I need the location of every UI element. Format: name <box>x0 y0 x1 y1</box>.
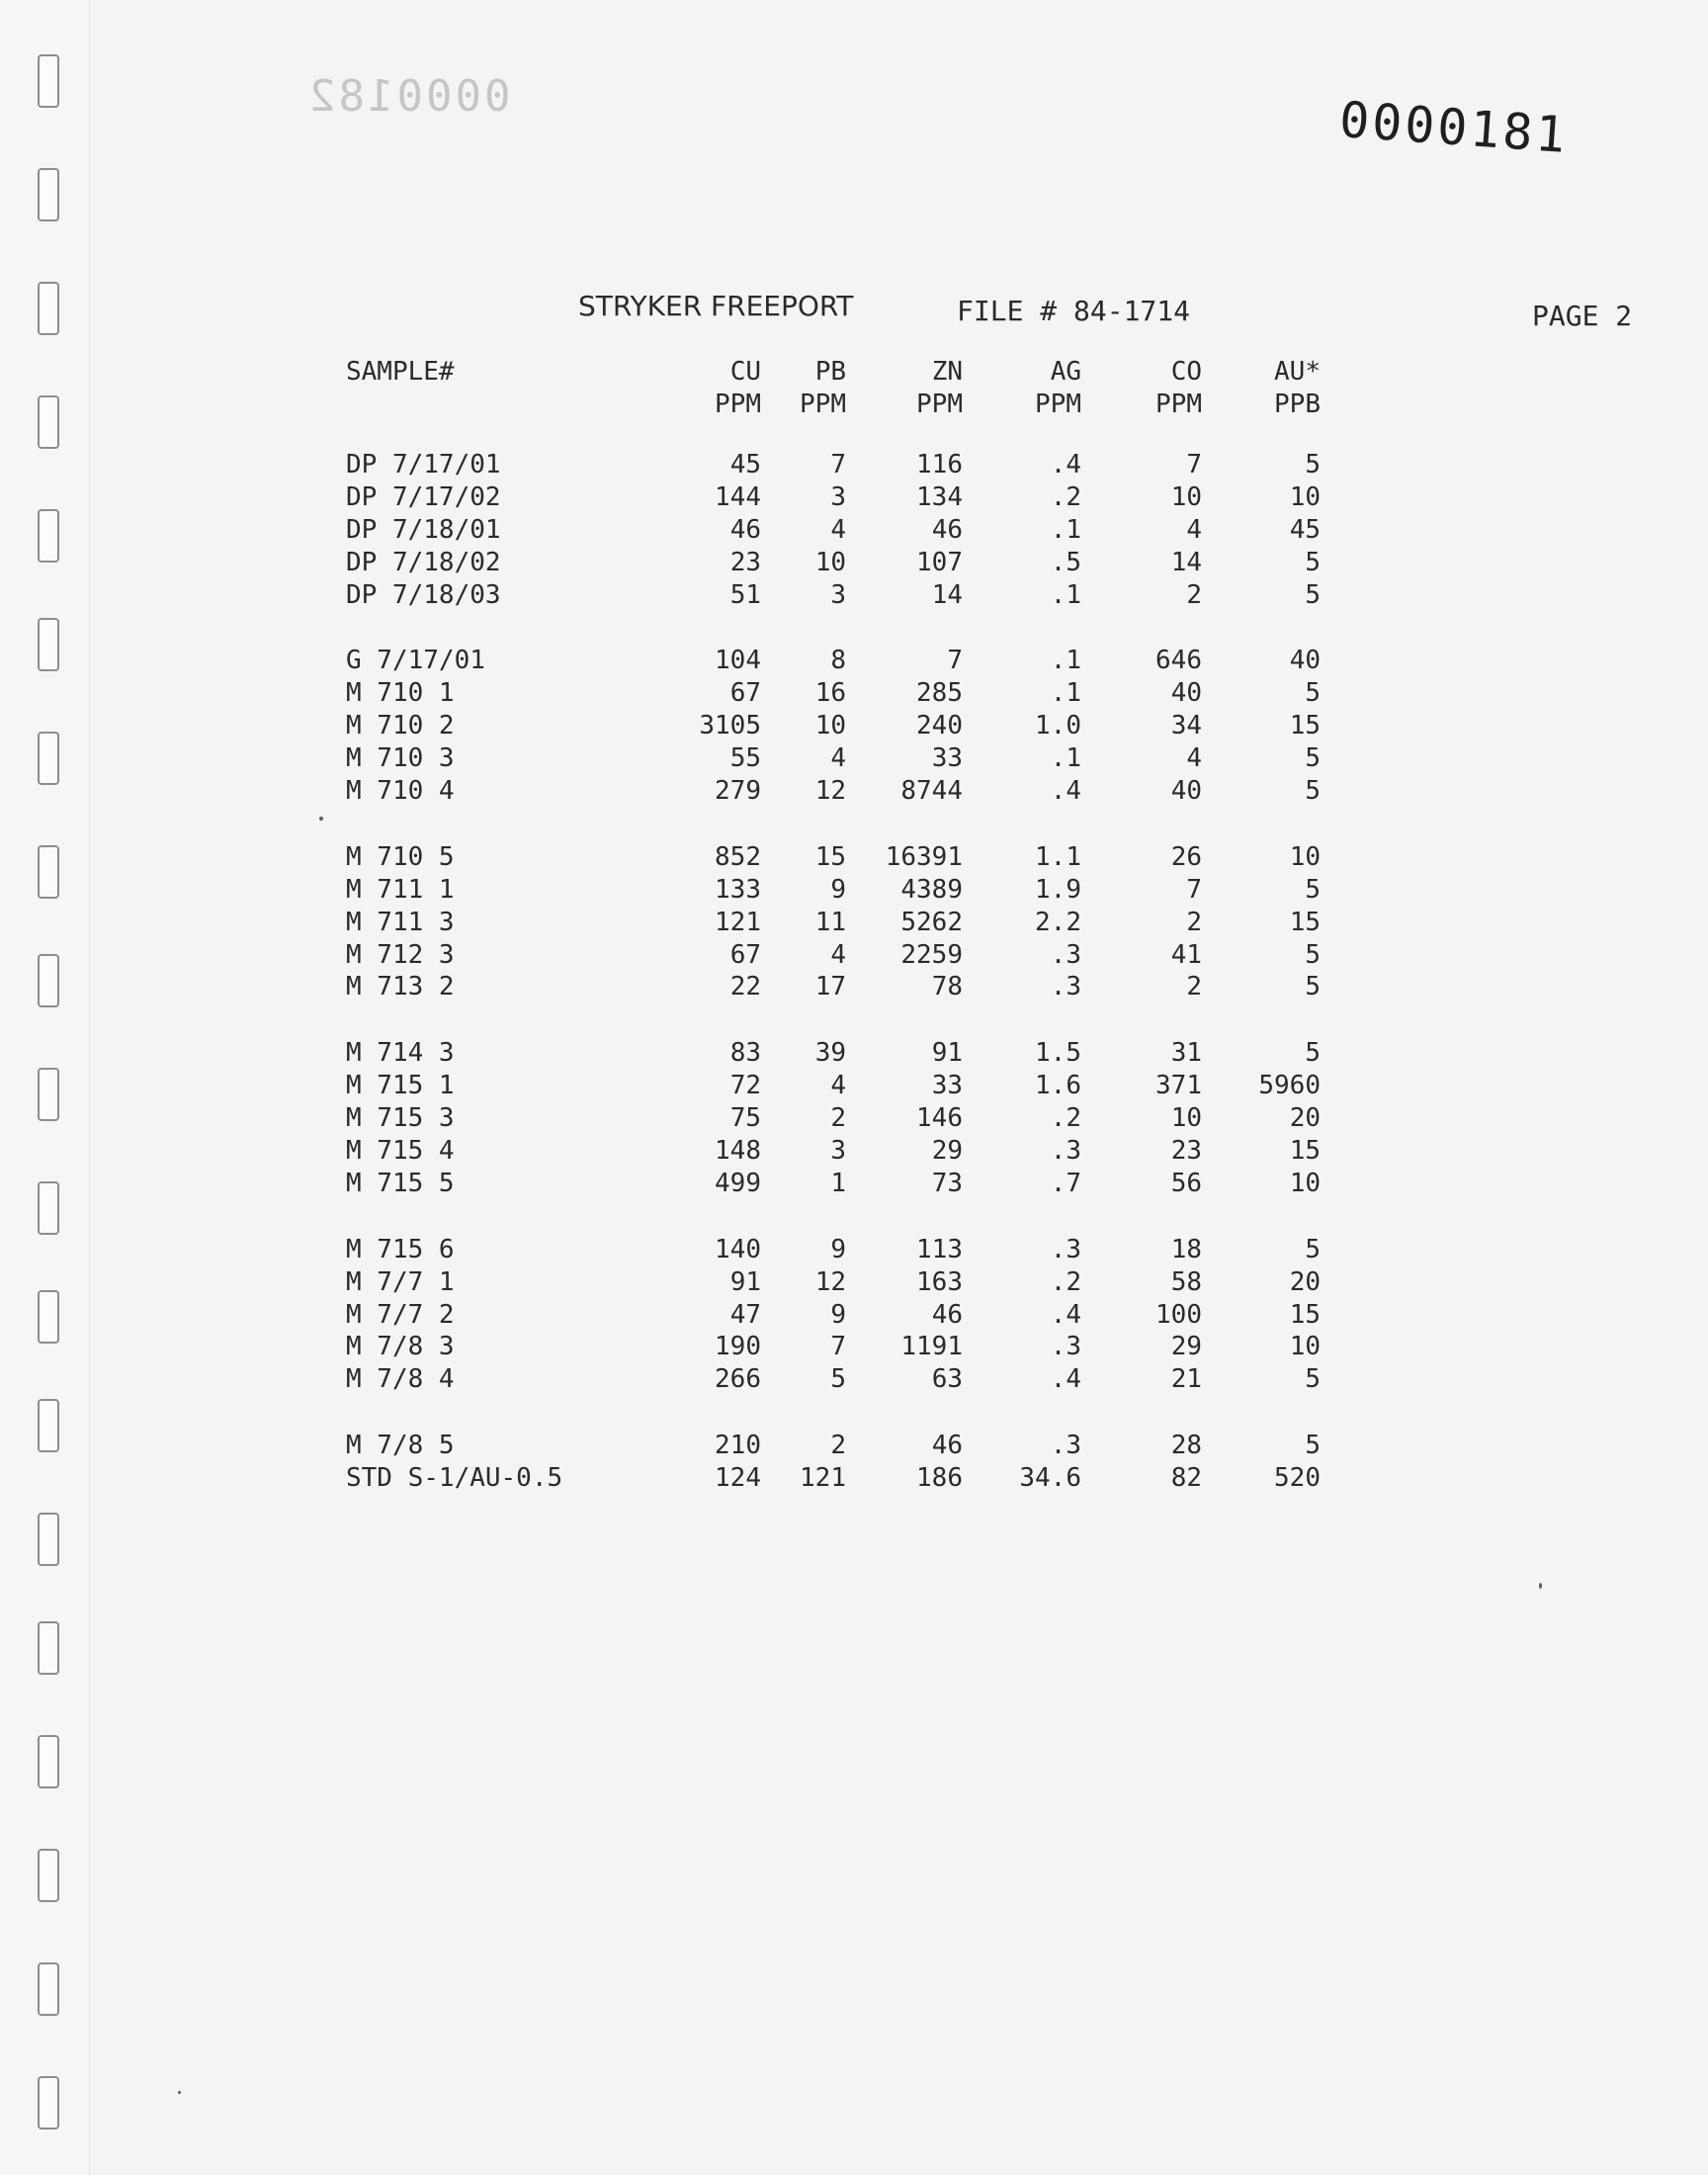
sample-id: M 710 2 <box>346 711 455 741</box>
cu-value: 23 <box>729 547 761 577</box>
unit-zn: PPM <box>916 390 963 419</box>
table-unit-row <box>346 389 1384 421</box>
co-value: 21 <box>1170 1364 1202 1395</box>
ag-value: .5 <box>1050 547 1081 577</box>
page-number: PAGE 2 <box>1532 300 1633 332</box>
sample-id: M 7/7 2 <box>346 1299 455 1330</box>
pb-value: 2 <box>830 1431 846 1461</box>
cu-value: 67 <box>729 939 761 970</box>
sample-id: M 710 3 <box>346 743 455 774</box>
ag-value: .7 <box>1050 1168 1081 1198</box>
co-value: 23 <box>1170 1136 1202 1167</box>
table-row <box>346 481 1384 514</box>
ag-value: 2.2 <box>1035 907 1081 937</box>
pb-value: 7 <box>830 1332 846 1362</box>
zn-value: 2259 <box>900 939 963 970</box>
ag-value: .1 <box>1050 743 1081 774</box>
file-number: FILE # 84-1714 <box>957 295 1191 327</box>
sample-id: M 715 3 <box>346 1103 455 1134</box>
pb-value: 3 <box>830 1136 846 1167</box>
cu-value: 266 <box>715 1364 761 1395</box>
zn-value: 5262 <box>900 907 963 937</box>
sample-id: M 711 1 <box>346 874 455 905</box>
company-title: STRYKER FREEPORT <box>578 290 854 322</box>
pb-value: 9 <box>830 874 846 905</box>
zn-value: 46 <box>931 1299 963 1330</box>
ag-value: .4 <box>1050 1364 1081 1395</box>
binder-hole <box>38 1621 59 1675</box>
zn-value: 8744 <box>900 776 963 807</box>
zn-value: 46 <box>931 514 963 545</box>
pb-value: 17 <box>814 972 846 1002</box>
zn-value: 14 <box>931 579 963 610</box>
table-row <box>346 1135 1384 1168</box>
column-header-pb: PB <box>814 357 846 387</box>
ag-value: .2 <box>1050 1266 1081 1297</box>
table-row <box>346 907 1384 939</box>
co-value: 28 <box>1170 1431 1202 1461</box>
sample-id: M 7/7 1 <box>346 1266 455 1297</box>
binder-hole <box>38 1849 59 1902</box>
co-value: 2 <box>1186 579 1202 610</box>
cu-value: 104 <box>715 646 761 676</box>
ag-value: .2 <box>1050 1103 1081 1134</box>
zn-value: 33 <box>931 1071 963 1101</box>
table-row <box>346 1070 1384 1102</box>
cu-value: 51 <box>729 579 761 610</box>
cu-value: 190 <box>715 1332 761 1362</box>
zn-value: 33 <box>931 743 963 774</box>
co-value: 41 <box>1170 939 1202 970</box>
cu-value: 144 <box>715 481 761 512</box>
sample-id: M 710 4 <box>346 776 455 807</box>
unit-cu: PPM <box>715 390 761 419</box>
zn-value: 7 <box>947 646 963 676</box>
sample-id: M 714 3 <box>346 1038 455 1069</box>
au-value: 520 <box>1274 1463 1321 1494</box>
co-value: 14 <box>1170 547 1202 577</box>
au-value: 5 <box>1305 874 1321 905</box>
cu-value: 499 <box>715 1168 761 1198</box>
sample-id: M 715 4 <box>346 1136 455 1167</box>
au-value: 5 <box>1305 776 1321 807</box>
pb-value: 4 <box>830 743 846 774</box>
pb-value: 12 <box>814 776 846 807</box>
co-value: 646 <box>1155 646 1202 676</box>
table-row <box>346 1430 1384 1462</box>
co-value: 2 <box>1186 907 1202 937</box>
binder-hole <box>38 1735 59 1788</box>
co-value: 26 <box>1170 841 1202 872</box>
au-value: 5 <box>1305 1038 1321 1069</box>
unit-ag: PPM <box>1035 390 1081 419</box>
au-value: 40 <box>1289 646 1321 676</box>
cu-value: 83 <box>729 1038 761 1069</box>
zn-value: 116 <box>916 450 963 479</box>
scan-speck <box>319 817 323 821</box>
ag-value: 1.1 <box>1035 841 1081 872</box>
page-stamp-number: 0000181 <box>1337 90 1571 165</box>
table-row <box>346 1462 1384 1495</box>
sample-id: DP 7/18/02 <box>346 547 501 577</box>
au-value: 5 <box>1305 547 1321 577</box>
binder-hole <box>38 1513 59 1566</box>
table-row <box>346 1102 1384 1135</box>
cu-value: 67 <box>729 678 761 709</box>
zn-value: 78 <box>931 972 963 1002</box>
ag-value: 1.0 <box>1035 711 1081 741</box>
au-value: 10 <box>1289 1168 1321 1198</box>
pb-value: 9 <box>830 1299 846 1330</box>
pb-value: 1 <box>830 1168 846 1198</box>
pb-value: 9 <box>830 1234 846 1264</box>
au-value: 10 <box>1289 841 1321 872</box>
co-value: 4 <box>1186 743 1202 774</box>
table-row <box>346 775 1384 808</box>
pb-value: 15 <box>814 841 846 872</box>
cu-value: 140 <box>715 1234 761 1264</box>
ag-value: .1 <box>1050 646 1081 676</box>
cu-value: 121 <box>715 907 761 937</box>
au-value: 5 <box>1305 1234 1321 1264</box>
table-row <box>346 742 1384 775</box>
binder-hole <box>38 845 59 899</box>
pb-value: 7 <box>830 450 846 479</box>
table-row <box>346 645 1384 677</box>
co-value: 7 <box>1186 874 1202 905</box>
sample-id: DP 7/17/01 <box>346 450 501 479</box>
pb-value: 10 <box>814 711 846 741</box>
zn-value: 4389 <box>900 874 963 905</box>
sample-id: M 7/8 5 <box>346 1431 455 1461</box>
table-row <box>346 514 1384 547</box>
co-value: 18 <box>1170 1234 1202 1264</box>
table-row <box>346 1331 1384 1363</box>
ag-value: .4 <box>1050 1299 1081 1330</box>
table-row <box>346 677 1384 710</box>
pb-value: 39 <box>814 1038 846 1069</box>
scan-speck <box>178 2091 181 2094</box>
column-header-co: CO <box>1170 357 1202 387</box>
zn-value: 163 <box>916 1266 963 1297</box>
co-value: 100 <box>1155 1299 1202 1330</box>
pb-value: 3 <box>830 481 846 512</box>
table-row <box>346 579 1384 612</box>
sample-id: M 711 3 <box>346 907 455 937</box>
table-header-row <box>346 356 1384 389</box>
pb-value: 8 <box>830 646 846 676</box>
pb-value: 121 <box>800 1463 846 1494</box>
ag-value: .3 <box>1050 939 1081 970</box>
cu-value: 75 <box>729 1103 761 1134</box>
table-row <box>346 971 1384 1003</box>
cu-value: 45 <box>729 450 761 479</box>
column-header-cu: CU <box>729 357 761 387</box>
au-value: 5 <box>1305 939 1321 970</box>
au-value: 20 <box>1289 1266 1321 1297</box>
cu-value: 124 <box>715 1463 761 1494</box>
table-row <box>346 1168 1384 1200</box>
ag-value: .1 <box>1050 514 1081 545</box>
zn-value: 146 <box>916 1103 963 1134</box>
au-value: 5 <box>1305 579 1321 610</box>
pb-value: 4 <box>830 939 846 970</box>
sample-id: M 710 5 <box>346 841 455 872</box>
zn-value: 113 <box>916 1234 963 1264</box>
au-value: 5 <box>1305 1364 1321 1395</box>
table-row <box>346 841 1384 874</box>
binder-hole <box>38 1068 59 1121</box>
ag-value: .3 <box>1050 1431 1081 1461</box>
column-header-zn: ZN <box>931 357 963 387</box>
co-value: 58 <box>1170 1266 1202 1297</box>
sample-id: DP 7/18/01 <box>346 514 501 545</box>
sample-id: STD S-1/AU-0.5 <box>346 1463 563 1494</box>
au-value: 10 <box>1289 1332 1321 1362</box>
cu-value: 55 <box>729 743 761 774</box>
table-body <box>346 449 1384 1495</box>
sample-id: M 7/8 3 <box>346 1332 455 1362</box>
binder-hole <box>38 2076 59 2130</box>
table-row <box>346 547 1384 579</box>
zn-value: 63 <box>931 1364 963 1395</box>
ag-value: .3 <box>1050 1234 1081 1264</box>
pb-value: 4 <box>830 514 846 545</box>
binder-hole <box>38 954 59 1007</box>
co-value: 4 <box>1186 514 1202 545</box>
cu-value: 133 <box>715 874 761 905</box>
ag-value: .4 <box>1050 450 1081 479</box>
ag-value: .3 <box>1050 1332 1081 1362</box>
ag-value: .1 <box>1050 678 1081 709</box>
zn-value: 186 <box>916 1463 963 1494</box>
pb-value: 10 <box>814 547 846 577</box>
zn-value: 91 <box>931 1038 963 1069</box>
table-row <box>346 1234 1384 1266</box>
au-value: 5 <box>1305 678 1321 709</box>
binder-hole <box>38 509 59 563</box>
au-value: 5 <box>1305 1431 1321 1461</box>
sample-id: M 715 5 <box>346 1168 455 1198</box>
au-value: 15 <box>1289 711 1321 741</box>
ag-value: .1 <box>1050 579 1081 610</box>
table-row <box>346 874 1384 907</box>
sample-id: G 7/17/01 <box>346 646 485 676</box>
pb-value: 16 <box>814 678 846 709</box>
binder-hole <box>38 168 59 221</box>
zn-value: 107 <box>916 547 963 577</box>
binder-hole <box>38 732 59 785</box>
cu-value: 22 <box>729 972 761 1002</box>
binder-hole <box>38 1290 59 1344</box>
ag-value: .3 <box>1050 972 1081 1002</box>
cu-value: 279 <box>715 776 761 807</box>
binder-hole <box>38 282 59 335</box>
sample-id: M 713 2 <box>346 972 455 1002</box>
ag-value: .2 <box>1050 481 1081 512</box>
pb-value: 12 <box>814 1266 846 1297</box>
pb-value: 3 <box>830 579 846 610</box>
binder-hole <box>38 395 59 449</box>
au-value: 5 <box>1305 972 1321 1002</box>
binder-hole <box>38 54 59 108</box>
zn-value: 29 <box>931 1136 963 1167</box>
co-value: 7 <box>1186 450 1202 479</box>
table-row <box>346 1266 1384 1299</box>
pb-value: 4 <box>830 1071 846 1101</box>
ag-value: 1.6 <box>1035 1071 1081 1101</box>
co-value: 10 <box>1170 1103 1202 1134</box>
co-value: 40 <box>1170 678 1202 709</box>
unit-co: PPM <box>1155 390 1202 419</box>
column-header-ag: AG <box>1050 357 1081 387</box>
co-value: 34 <box>1170 711 1202 741</box>
au-value: 10 <box>1289 481 1321 512</box>
cu-value: 852 <box>715 841 761 872</box>
unit-pb: PPM <box>800 390 846 419</box>
binder-hole <box>38 1181 59 1235</box>
sample-id: M 715 6 <box>346 1234 455 1264</box>
binder-hole <box>38 618 59 671</box>
ag-value: 34.6 <box>1019 1463 1081 1494</box>
pb-value: 5 <box>830 1364 846 1395</box>
sample-id: M 7/8 4 <box>346 1364 455 1395</box>
au-value: 5 <box>1305 450 1321 479</box>
zn-value: 73 <box>931 1168 963 1198</box>
co-value: 40 <box>1170 776 1202 807</box>
scan-speck <box>1539 1583 1542 1589</box>
sample-id: M 715 1 <box>346 1071 455 1101</box>
cu-value: 47 <box>729 1299 761 1330</box>
binder-hole <box>38 1399 59 1452</box>
co-value: 29 <box>1170 1332 1202 1362</box>
co-value: 82 <box>1170 1463 1202 1494</box>
au-value: 5960 <box>1258 1071 1321 1101</box>
zn-value: 285 <box>916 678 963 709</box>
zn-value: 16391 <box>885 841 963 872</box>
au-value: 45 <box>1289 514 1321 545</box>
cu-value: 210 <box>715 1431 761 1461</box>
ag-value: .3 <box>1050 1136 1081 1167</box>
au-value: 15 <box>1289 907 1321 937</box>
ag-value: 1.5 <box>1035 1038 1081 1069</box>
cu-value: 91 <box>729 1266 761 1297</box>
column-header-sample: SAMPLE# <box>346 357 455 387</box>
table-row <box>346 1037 1384 1070</box>
zn-value: 46 <box>931 1431 963 1461</box>
pb-value: 11 <box>814 907 846 937</box>
sample-id: DP 7/18/03 <box>346 579 501 610</box>
zn-value: 1191 <box>900 1332 963 1362</box>
zn-value: 240 <box>916 711 963 741</box>
zn-value: 134 <box>916 481 963 512</box>
cu-value: 3105 <box>699 711 761 741</box>
table-row <box>346 939 1384 972</box>
table-row <box>346 1299 1384 1332</box>
co-value: 56 <box>1170 1168 1202 1198</box>
table-row <box>346 1363 1384 1396</box>
bleed-through-stamp: 0000182 <box>306 71 511 122</box>
cu-value: 148 <box>715 1136 761 1167</box>
sample-id: M 712 3 <box>346 939 455 970</box>
au-value: 20 <box>1289 1103 1321 1134</box>
cu-value: 46 <box>729 514 761 545</box>
co-value: 2 <box>1186 972 1202 1002</box>
co-value: 10 <box>1170 481 1202 512</box>
sample-id: DP 7/17/02 <box>346 481 501 512</box>
au-value: 15 <box>1289 1136 1321 1167</box>
binder-hole <box>38 1962 59 2016</box>
co-value: 371 <box>1155 1071 1202 1101</box>
unit-au: PPB <box>1274 390 1321 419</box>
table-row <box>346 449 1384 481</box>
ag-value: .4 <box>1050 776 1081 807</box>
sample-id: M 710 1 <box>346 678 455 709</box>
assay-table <box>346 356 1384 1495</box>
au-value: 15 <box>1289 1299 1321 1330</box>
co-value: 31 <box>1170 1038 1202 1069</box>
pb-value: 2 <box>830 1103 846 1134</box>
column-header-au: AU* <box>1274 357 1321 387</box>
au-value: 5 <box>1305 743 1321 774</box>
ag-value: 1.9 <box>1035 874 1081 905</box>
table-row <box>346 710 1384 742</box>
cu-value: 72 <box>729 1071 761 1101</box>
